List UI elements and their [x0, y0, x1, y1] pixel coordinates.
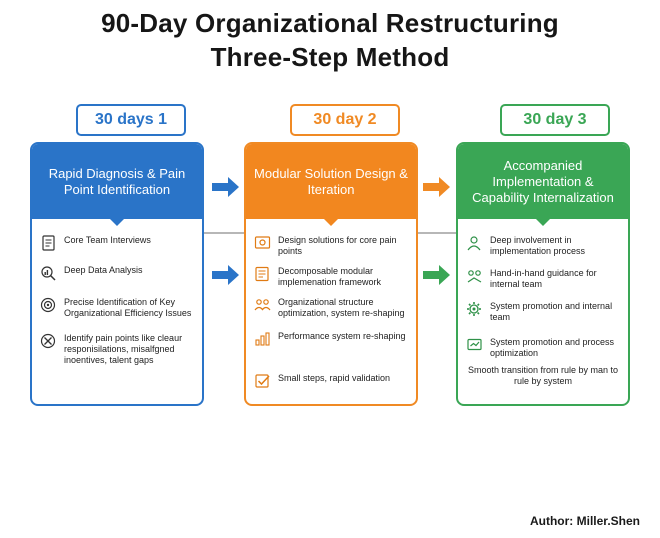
stage-1-body — [32, 219, 202, 366]
stage-2-heading: Modular Solution Design & Iteration — [254, 165, 408, 197]
stage-3-card — [456, 142, 630, 406]
stage-2-card — [244, 142, 418, 406]
stage-2-item-1-text: Design solutions for core pain points — [278, 235, 397, 256]
stage-3-item-4 — [466, 337, 620, 359]
diagram-title — [0, 6, 660, 74]
stage-3-item-2-text: Hand-in-hand guidance for internal team — [490, 268, 597, 289]
arrow-right-icon — [423, 176, 451, 198]
stage-1-item-1 — [40, 235, 194, 251]
stage-1-header — [32, 144, 202, 219]
stage-3-header — [458, 144, 628, 219]
stage-3-item-3 — [466, 301, 620, 323]
target-icon — [40, 297, 60, 313]
optimization-icon — [466, 337, 486, 353]
stage-2-item-3 — [254, 297, 408, 319]
stage-2-item-3-text: Organizational structure optimization, system re-shaping — [278, 297, 405, 318]
stage-2-item-2 — [254, 266, 408, 288]
stage-2-header — [246, 144, 416, 219]
document-icon — [40, 235, 60, 251]
stage-3-note: Smooth transition from rule by man to rule by system — [467, 365, 619, 386]
stage-3-item-4-text: System promotion and process optimization — [490, 337, 615, 358]
arrow-right-icon — [212, 264, 240, 286]
arrow-right-icon — [423, 264, 451, 286]
stage-2-item-1 — [254, 235, 408, 257]
involvement-icon — [466, 235, 486, 251]
stage-1-item-4-text: Identify pain points like cleaur responisilations, misalfgned inoentives, talent gaps — [64, 333, 183, 365]
stage-3-item-3-text: System promotion and internal team — [490, 301, 613, 322]
stage-3-notch — [535, 218, 551, 226]
stage-1-item-2-text: Deep Data Analysis — [64, 265, 143, 275]
stage-1-item-3-text: Precise Identification of Key Organizational Efficiency Issues — [64, 297, 192, 318]
stage-1-tag: 30 days 1 — [76, 104, 186, 136]
stage-3-tag: 30 day 3 — [500, 104, 610, 136]
performance-icon — [254, 331, 274, 347]
gear-icon — [466, 301, 486, 317]
framework-icon — [254, 266, 274, 282]
stage-2-item-2-text: Decomposable modular implemenation framework — [278, 266, 382, 287]
data-analysis-icon — [40, 265, 60, 281]
stage-1-notch — [109, 218, 125, 226]
stage-1-card — [30, 142, 204, 406]
stage-3-item-1-text: Deep involvement in implementation process — [490, 235, 586, 256]
title-line-1: 90-Day Organizational Restructuring — [101, 8, 559, 38]
check-icon — [254, 373, 274, 389]
stage-2-item-4 — [254, 331, 408, 347]
stage-3-body — [458, 219, 628, 387]
stage-1-item-1-text: Core Team Interviews — [64, 235, 151, 245]
stage-3-item-2 — [466, 268, 620, 290]
stage-1-item-4 — [40, 333, 194, 366]
author-credit: Author: Miller.Shen — [529, 514, 640, 528]
arrow-right-icon — [212, 176, 240, 198]
connector-1-2 — [204, 232, 244, 234]
stage-2-tag: 30 day 2 — [290, 104, 400, 136]
stage-2-body — [246, 219, 416, 389]
cross-icon — [40, 333, 60, 349]
stage-2-item-5-text: Small steps, rapid validation — [278, 373, 391, 383]
stage-3-heading: Accompanied Implementation & Capability Internalization — [472, 157, 614, 205]
stage-2-item-4-text: Performance system re-shaping — [278, 331, 406, 341]
stage-1-item-2 — [40, 265, 194, 281]
connector-2-3 — [414, 232, 456, 234]
stage-3-item-1 — [466, 235, 620, 257]
stage-1-item-3 — [40, 297, 194, 319]
stage-2-item-5 — [254, 373, 408, 389]
stage-1-heading: Rapid Diagnosis & Pain Point Identification — [48, 165, 186, 197]
solution-icon — [254, 235, 274, 251]
people-icon — [254, 297, 274, 313]
stage-2-notch — [323, 218, 339, 226]
title-line-2: Three-Step Method — [210, 42, 450, 72]
guidance-icon — [466, 268, 486, 284]
